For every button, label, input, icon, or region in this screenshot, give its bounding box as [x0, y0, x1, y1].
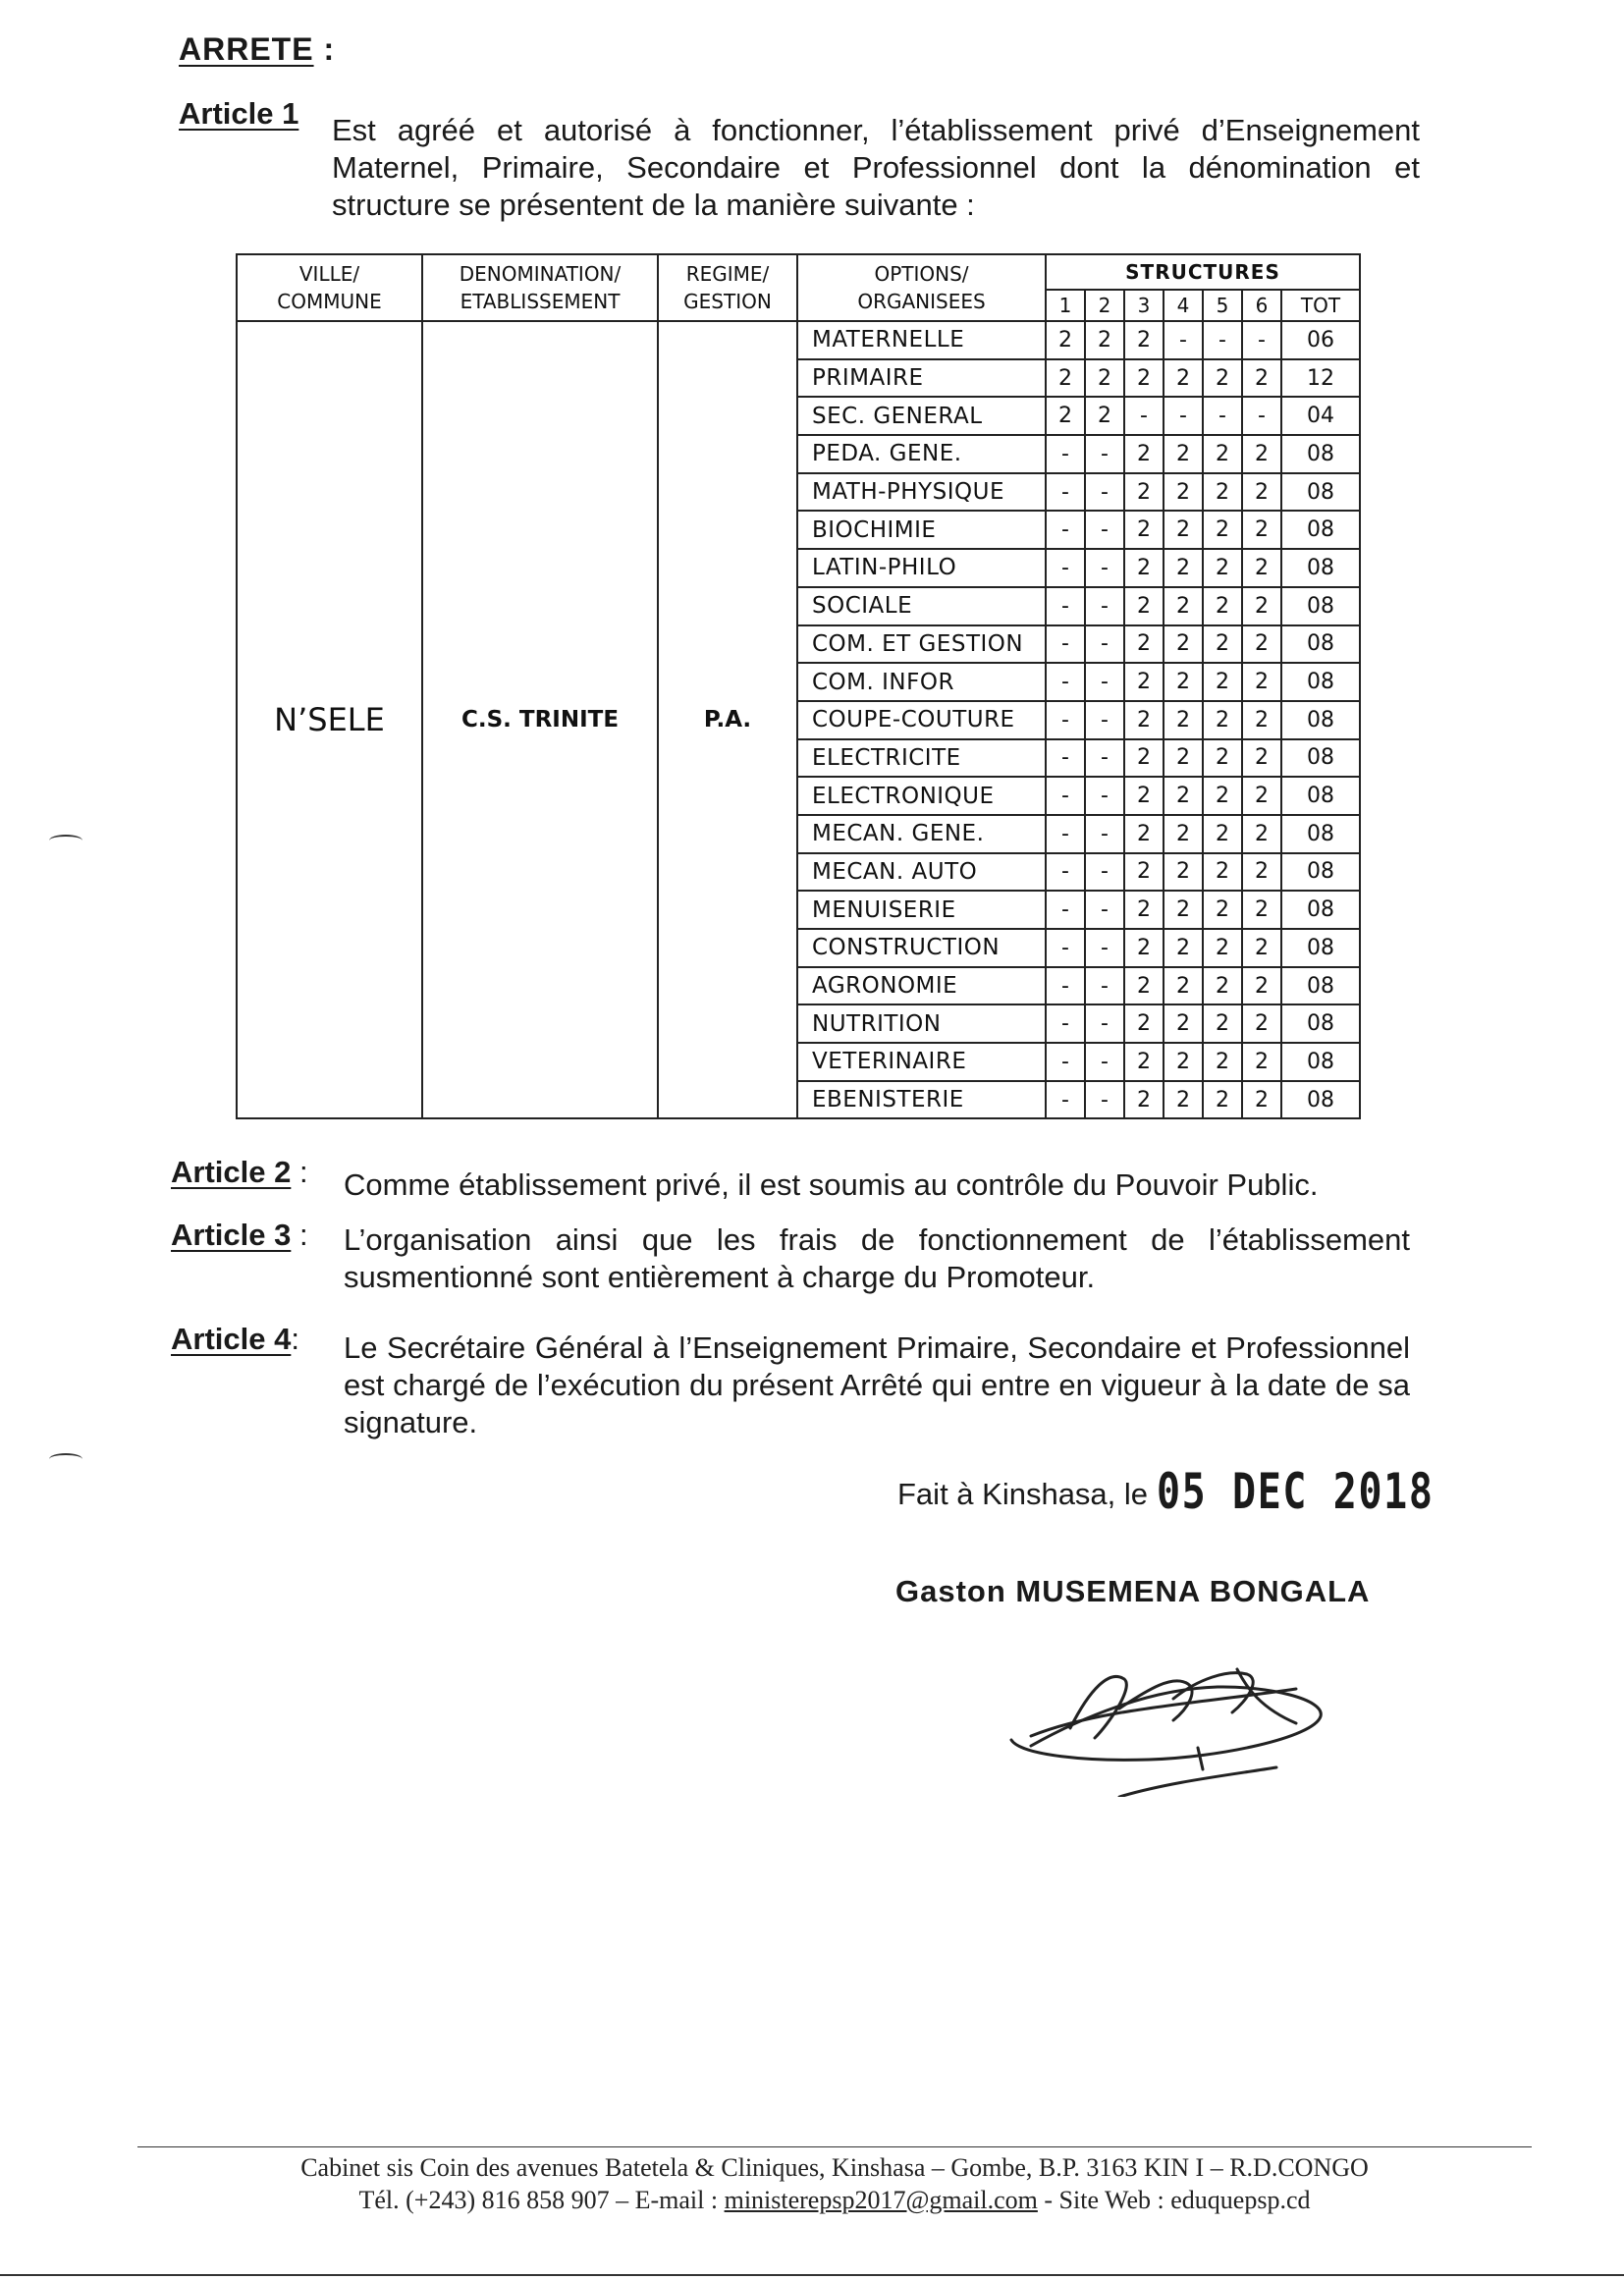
- header-text: VILLE/: [298, 262, 360, 286]
- article1-label-text: Article 1: [179, 96, 299, 131]
- cell-total: 08: [1281, 625, 1360, 664]
- cell-year-6: 2: [1242, 625, 1281, 664]
- header-col-tot: TOT: [1281, 290, 1360, 321]
- cell-year-5: 2: [1203, 663, 1242, 701]
- article3-text-content: L’organisation ainsi que les frais de fonctionnement de l’établissement susmentionné sont entièrement à charge du Promoteur.: [344, 1222, 1410, 1294]
- cell-year-6: -: [1242, 397, 1281, 435]
- cell-total: 08: [1281, 815, 1360, 853]
- cell-year-4: 2: [1164, 853, 1203, 892]
- cell-year-3: 2: [1124, 511, 1164, 549]
- cell-year-1: -: [1046, 929, 1085, 967]
- cell-year-3: -: [1124, 397, 1164, 435]
- article4-text: [344, 1329, 1410, 1441]
- cell-option: MECAN. GENE.: [797, 815, 1046, 853]
- footer-email[interactable]: ministerepsp2017@gmail.com: [724, 2186, 1038, 2214]
- cell-total: 08: [1281, 663, 1360, 701]
- cell-year-6: -: [1242, 321, 1281, 359]
- cell-year-4: -: [1164, 321, 1203, 359]
- cell-regime: P.A.: [658, 321, 797, 1118]
- cell-year-3: 2: [1124, 739, 1164, 778]
- header-text: OPTIONS/: [874, 262, 969, 286]
- cell-year-2: -: [1085, 815, 1124, 853]
- cell-year-6: 2: [1242, 1081, 1281, 1119]
- cell-year-3: 2: [1124, 853, 1164, 892]
- cell-year-5: 2: [1203, 929, 1242, 967]
- cell-year-4: 2: [1164, 739, 1203, 778]
- cell-year-6: 2: [1242, 929, 1281, 967]
- cell-year-4: 2: [1164, 1004, 1203, 1043]
- article4-label: [171, 1322, 299, 1357]
- cell-year-1: 2: [1046, 397, 1085, 435]
- article2-text: [344, 1167, 1410, 1204]
- cell-total: 08: [1281, 511, 1360, 549]
- cell-year-6: 2: [1242, 549, 1281, 587]
- article3-sep: :: [291, 1218, 308, 1252]
- article1-text-content: Est agréé et autorisé à fonctionner, l’établissement privé d’Enseignement Maternel, Primaire, Secondaire et Professionnel dont la dénomination et structure se présentent de la manière suivante :: [332, 113, 1420, 222]
- cell-year-5: 2: [1203, 549, 1242, 587]
- cell-year-6: 2: [1242, 1004, 1281, 1043]
- cell-option: EBENISTERIE: [797, 1081, 1046, 1119]
- footer-tel: Tél. (+243) 816 858 907 – E-mail :: [358, 2186, 719, 2214]
- cell-year-4: 2: [1164, 891, 1203, 929]
- arrete-colon: :: [313, 31, 336, 67]
- header-options: [797, 254, 1046, 321]
- footer-address: Cabinet sis Coin des avenues Batetela & Cliniques, Kinshasa – Gombe, B.P. 3163 KIN I – R.D.CONGO: [300, 2153, 1369, 2182]
- cell-year-6: 2: [1242, 701, 1281, 739]
- cell-year-6: 2: [1242, 663, 1281, 701]
- cell-year-2: -: [1085, 853, 1124, 892]
- cell-option: COM. ET GESTION: [797, 625, 1046, 664]
- cell-year-4: 2: [1164, 511, 1203, 549]
- cell-year-5: 2: [1203, 625, 1242, 664]
- footer-site: - Site Web : eduquepsp.cd: [1044, 2186, 1311, 2214]
- cell-year-1: -: [1046, 511, 1085, 549]
- cell-year-3: 2: [1124, 967, 1164, 1005]
- cell-total: 08: [1281, 929, 1360, 967]
- footer-rule: [137, 2146, 1532, 2147]
- structure-table: [236, 253, 1361, 1119]
- cell-option: MENUISERIE: [797, 891, 1046, 929]
- place-date-prefix: Fait à Kinshasa, le: [897, 1477, 1149, 1511]
- cell-year-4: 2: [1164, 929, 1203, 967]
- signatory-name: Gaston MUSEMENA BONGALA: [895, 1574, 1371, 1608]
- cell-year-6: 2: [1242, 777, 1281, 815]
- cell-year-3: 2: [1124, 359, 1164, 398]
- cell-year-3: 2: [1124, 1004, 1164, 1043]
- cell-year-1: -: [1046, 549, 1085, 587]
- article1-text: [332, 112, 1420, 224]
- cell-year-5: 2: [1203, 1004, 1242, 1043]
- cell-year-6: 2: [1242, 511, 1281, 549]
- cell-year-2: -: [1085, 473, 1124, 512]
- cell-year-4: 2: [1164, 435, 1203, 473]
- cell-year-4: 2: [1164, 967, 1203, 1005]
- cell-option: VETERINAIRE: [797, 1043, 1046, 1081]
- cell-option: MATERNELLE: [797, 321, 1046, 359]
- cell-year-5: 2: [1203, 511, 1242, 549]
- cell-total: 08: [1281, 549, 1360, 587]
- cell-year-6: 2: [1242, 739, 1281, 778]
- article4-label-text: Article 4: [171, 1322, 292, 1356]
- cell-total: 08: [1281, 1043, 1360, 1081]
- cell-year-1: -: [1046, 1081, 1085, 1119]
- cell-year-2: -: [1085, 625, 1124, 664]
- cell-year-5: 2: [1203, 473, 1242, 512]
- cell-year-5: -: [1203, 321, 1242, 359]
- header-col-2: 2: [1085, 290, 1124, 321]
- header-ville-commune: [237, 254, 422, 321]
- footer: [137, 2151, 1532, 2216]
- cell-denomination: C.S. TRINITE: [422, 321, 658, 1118]
- cell-year-5: 2: [1203, 739, 1242, 778]
- header-text: ORGANISEES: [857, 290, 986, 313]
- cell-year-1: 2: [1046, 321, 1085, 359]
- cell-option: LATIN-PHILO: [797, 549, 1046, 587]
- cell-year-3: 2: [1124, 815, 1164, 853]
- cell-total: 08: [1281, 967, 1360, 1005]
- cell-year-2: -: [1085, 967, 1124, 1005]
- date-stamp: 05 DEC 2018: [1156, 1463, 1435, 1520]
- place-date: [897, 1463, 1503, 1520]
- cell-year-2: -: [1085, 549, 1124, 587]
- footer-contacts: [137, 2184, 1532, 2216]
- cell-total: 08: [1281, 473, 1360, 512]
- cell-option: PEDA. GENE.: [797, 435, 1046, 473]
- article4-sep: :: [291, 1322, 299, 1356]
- signature-image: [1001, 1630, 1355, 1797]
- cell-year-2: -: [1085, 1004, 1124, 1043]
- article3-label: [171, 1218, 308, 1253]
- cell-year-3: 2: [1124, 587, 1164, 625]
- cell-year-1: -: [1046, 815, 1085, 853]
- header-text: ETABLISSEMENT: [460, 290, 621, 313]
- page-bottom-rule: [0, 2274, 1624, 2276]
- cell-option: PRIMAIRE: [797, 359, 1046, 398]
- article3-label-text: Article 3: [171, 1218, 292, 1252]
- cell-total: 08: [1281, 701, 1360, 739]
- cell-year-1: -: [1046, 967, 1085, 1005]
- cell-option: NUTRITION: [797, 1004, 1046, 1043]
- header-text: REGIME/: [685, 262, 770, 286]
- article1-label: [179, 96, 298, 132]
- cell-year-2: 2: [1085, 359, 1124, 398]
- article2-sep: :: [291, 1155, 308, 1189]
- cell-year-1: 2: [1046, 359, 1085, 398]
- cell-total: 08: [1281, 1081, 1360, 1119]
- cell-option: SEC. GENERAL: [797, 397, 1046, 435]
- cell-year-5: 2: [1203, 587, 1242, 625]
- cell-year-5: 2: [1203, 701, 1242, 739]
- cell-year-4: 2: [1164, 663, 1203, 701]
- cell-year-1: -: [1046, 625, 1085, 664]
- cell-year-1: -: [1046, 1004, 1085, 1043]
- cell-year-1: -: [1046, 473, 1085, 512]
- cell-year-2: -: [1085, 701, 1124, 739]
- cell-year-5: 2: [1203, 1043, 1242, 1081]
- cell-year-3: 2: [1124, 701, 1164, 739]
- cell-year-6: 2: [1242, 473, 1281, 512]
- margin-mark: [49, 1453, 82, 1465]
- cell-year-2: 2: [1085, 397, 1124, 435]
- cell-year-5: 2: [1203, 435, 1242, 473]
- cell-year-1: -: [1046, 777, 1085, 815]
- cell-year-3: 2: [1124, 663, 1164, 701]
- header-regime: [658, 254, 797, 321]
- header-col-5: 5: [1203, 290, 1242, 321]
- cell-year-2: -: [1085, 739, 1124, 778]
- article3-text: [344, 1221, 1410, 1296]
- cell-year-3: 2: [1124, 891, 1164, 929]
- cell-total: 08: [1281, 435, 1360, 473]
- cell-year-5: 2: [1203, 853, 1242, 892]
- cell-year-2: -: [1085, 891, 1124, 929]
- cell-year-1: -: [1046, 663, 1085, 701]
- cell-option: MATH-PHYSIQUE: [797, 473, 1046, 512]
- cell-year-2: -: [1085, 1081, 1124, 1119]
- arrete-heading: [179, 31, 335, 68]
- cell-year-3: 2: [1124, 321, 1164, 359]
- cell-year-6: 2: [1242, 587, 1281, 625]
- header-col-6: 6: [1242, 290, 1281, 321]
- cell-year-3: 2: [1124, 625, 1164, 664]
- cell-total: 08: [1281, 587, 1360, 625]
- cell-year-5: 2: [1203, 815, 1242, 853]
- cell-year-1: -: [1046, 701, 1085, 739]
- cell-year-2: 2: [1085, 321, 1124, 359]
- cell-year-4: 2: [1164, 587, 1203, 625]
- cell-total: 08: [1281, 1004, 1360, 1043]
- header-structures: STRUCTURES: [1046, 254, 1360, 290]
- cell-year-5: 2: [1203, 967, 1242, 1005]
- article2-label: [171, 1155, 308, 1190]
- cell-year-1: -: [1046, 435, 1085, 473]
- cell-year-2: -: [1085, 435, 1124, 473]
- arrete-title: ARRETE: [179, 31, 314, 67]
- cell-year-3: 2: [1124, 549, 1164, 587]
- cell-year-2: -: [1085, 511, 1124, 549]
- cell-year-1: -: [1046, 587, 1085, 625]
- cell-year-4: -: [1164, 397, 1203, 435]
- cell-total: 12: [1281, 359, 1360, 398]
- article2-text-content: Comme établissement privé, il est soumis au contrôle du Pouvoir Public.: [344, 1167, 1319, 1202]
- cell-year-1: -: [1046, 853, 1085, 892]
- cell-year-3: 2: [1124, 1043, 1164, 1081]
- cell-year-5: 2: [1203, 891, 1242, 929]
- cell-year-2: -: [1085, 663, 1124, 701]
- cell-ville-commune: N’SELE: [237, 321, 422, 1118]
- header-col-1: 1: [1046, 290, 1085, 321]
- header-col-3: 3: [1124, 290, 1164, 321]
- margin-mark: [49, 835, 82, 846]
- cell-year-4: 2: [1164, 359, 1203, 398]
- cell-year-2: -: [1085, 777, 1124, 815]
- cell-year-5: 2: [1203, 777, 1242, 815]
- cell-total: 08: [1281, 891, 1360, 929]
- cell-year-2: -: [1085, 1043, 1124, 1081]
- cell-option: SOCIALE: [797, 587, 1046, 625]
- cell-year-4: 2: [1164, 473, 1203, 512]
- cell-option: AGRONOMIE: [797, 967, 1046, 1005]
- article4-text-content: Le Secrétaire Général à l’Enseignement Primaire, Secondaire et Professionnel est chargé de l’exécution du présent Arrêté qui entre en vigueur à la date de sa signature.: [344, 1330, 1410, 1439]
- cell-year-3: 2: [1124, 473, 1164, 512]
- cell-year-4: 2: [1164, 1043, 1203, 1081]
- cell-option: ELECTRONIQUE: [797, 777, 1046, 815]
- cell-year-2: -: [1085, 929, 1124, 967]
- cell-year-6: 2: [1242, 815, 1281, 853]
- cell-year-5: -: [1203, 397, 1242, 435]
- cell-year-3: 2: [1124, 1081, 1164, 1119]
- cell-year-6: 2: [1242, 435, 1281, 473]
- cell-year-3: 2: [1124, 435, 1164, 473]
- cell-year-6: 2: [1242, 853, 1281, 892]
- cell-year-1: -: [1046, 1043, 1085, 1081]
- cell-year-3: 2: [1124, 929, 1164, 967]
- cell-year-4: 2: [1164, 1081, 1203, 1119]
- cell-year-4: 2: [1164, 549, 1203, 587]
- header-text: COMMUNE: [277, 290, 382, 313]
- cell-option: BIOCHIMIE: [797, 511, 1046, 549]
- cell-option: COM. INFOR: [797, 663, 1046, 701]
- cell-total: 06: [1281, 321, 1360, 359]
- cell-option: MECAN. AUTO: [797, 853, 1046, 892]
- cell-year-5: 2: [1203, 1081, 1242, 1119]
- cell-total: 08: [1281, 739, 1360, 778]
- header-col-4: 4: [1164, 290, 1203, 321]
- cell-year-1: -: [1046, 891, 1085, 929]
- cell-option: ELECTRICITE: [797, 739, 1046, 778]
- header-denomination: [422, 254, 658, 321]
- cell-year-6: 2: [1242, 1043, 1281, 1081]
- cell-year-2: -: [1085, 587, 1124, 625]
- cell-total: 04: [1281, 397, 1360, 435]
- cell-total: 08: [1281, 777, 1360, 815]
- cell-year-4: 2: [1164, 815, 1203, 853]
- table-body: [237, 321, 1360, 1118]
- article2-label-text: Article 2: [171, 1155, 292, 1189]
- cell-year-1: -: [1046, 739, 1085, 778]
- cell-total: 08: [1281, 853, 1360, 892]
- cell-year-4: 2: [1164, 777, 1203, 815]
- cell-year-6: 2: [1242, 359, 1281, 398]
- cell-year-4: 2: [1164, 625, 1203, 664]
- cell-year-5: 2: [1203, 359, 1242, 398]
- header-text: GESTION: [683, 290, 772, 313]
- cell-year-6: 2: [1242, 967, 1281, 1005]
- cell-option: COUPE-COUTURE: [797, 701, 1046, 739]
- table-row: [237, 321, 1360, 359]
- cell-year-6: 2: [1242, 891, 1281, 929]
- cell-year-4: 2: [1164, 701, 1203, 739]
- cell-option: CONSTRUCTION: [797, 929, 1046, 967]
- cell-year-3: 2: [1124, 777, 1164, 815]
- header-text: DENOMINATION/: [459, 262, 622, 286]
